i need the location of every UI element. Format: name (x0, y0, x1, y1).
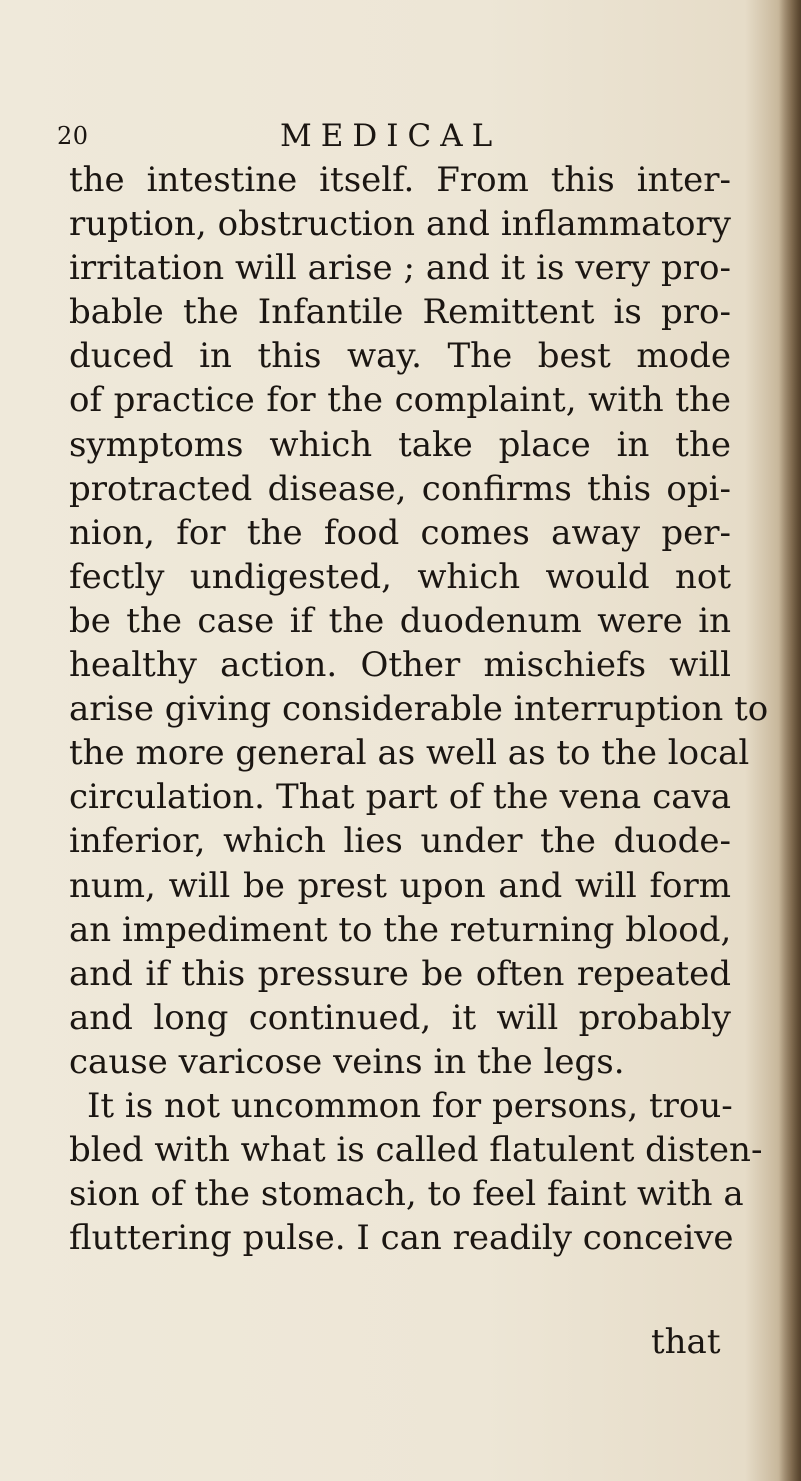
text-line: nion, for the food comes away per- (69, 512, 731, 553)
text-line: and long continued, it will probably (69, 997, 731, 1038)
text-line: fluttering pulse. I can readily conceive (69, 1218, 734, 1259)
text-line: protracted disease, confirms this opi- (69, 468, 731, 509)
text-line: the more general as well as to the local (69, 733, 750, 774)
running-head: MEDICAL (280, 118, 502, 154)
text-line: be the case if the duodenum were in (69, 600, 731, 641)
text-line: bled with what is called flatulent disten- (69, 1130, 763, 1171)
text-line: of practice for the complaint, with the (69, 380, 731, 421)
text-line: fectly undigested, which would not (69, 556, 731, 597)
text-line: ruption, obstruction and inflammatory (69, 204, 731, 245)
text-line: irritation will arise ; and it is very pro- (69, 248, 731, 289)
text-line: sion of the stomach, to feel faint with a (69, 1174, 744, 1215)
page-edge-shadow (779, 0, 801, 1481)
text-line: duced in this way. The best mode (69, 336, 731, 377)
text-line: cause varicose veins in the legs. (69, 1041, 625, 1082)
text-line: circulation. That part of the vena cava (69, 777, 731, 818)
text-line: the intestine itself. From this inter- (69, 160, 731, 200)
catchword: that (651, 1322, 721, 1362)
text-line: symptoms which take place in the (69, 424, 731, 465)
text-line: healthy action. Other mischiefs will (69, 645, 731, 686)
text-line: inferior, which lies under the duode- (69, 821, 731, 862)
text-line: arise giving considerable interruption to (69, 689, 769, 730)
body-text (69, 158, 769, 1260)
text-line: num, will be prest upon and will form (69, 865, 731, 906)
text-line: an impediment to the returning blood, (69, 909, 732, 950)
text-line: and if this pressure be often repeated (69, 953, 731, 994)
text-line: bable the Infantile Remittent is pro- (69, 292, 731, 333)
page-header (57, 118, 657, 162)
page-number: 20 (57, 122, 89, 150)
text-line: It is not uncommon for persons, trou- (87, 1085, 733, 1126)
